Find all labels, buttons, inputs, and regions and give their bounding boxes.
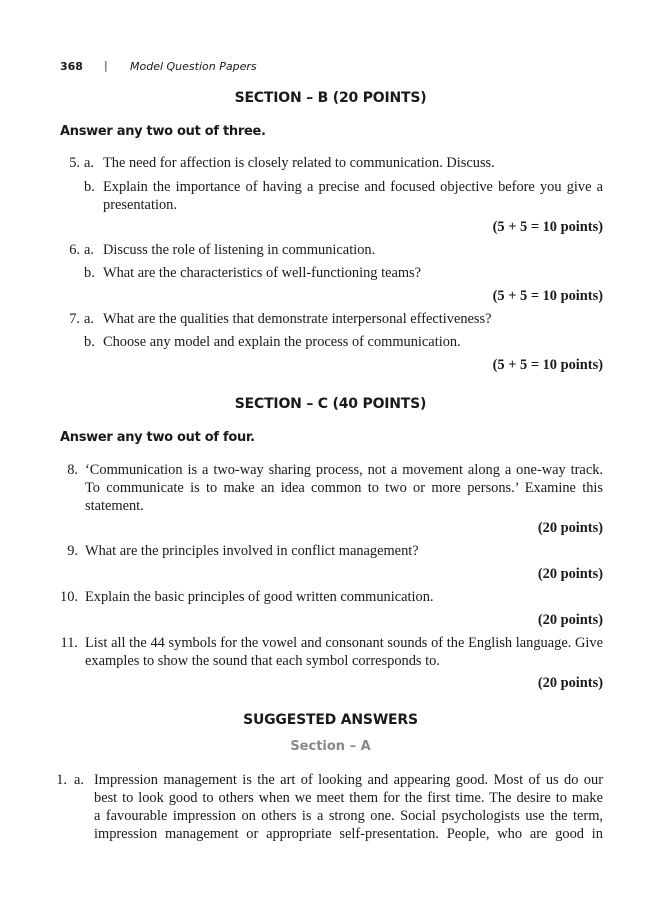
q8-points: (20 points) xyxy=(537,520,603,536)
q5b-text-line1: Explain the importance of having a precise and focused objective before you give a xyxy=(103,179,603,195)
q6b-text: What are the characteristics of well-functioning teams? xyxy=(103,265,422,281)
q6a-label: a. xyxy=(84,242,94,258)
q5-points: (5 + 5 = 10 points) xyxy=(492,219,603,235)
q6b-label: b. xyxy=(84,265,95,281)
section-c-heading: SECTION – C (40 POINTS) xyxy=(234,396,427,412)
q5b-text-line2: presentation. xyxy=(103,197,177,213)
answer-1a-line1: Impression management is the art of looking and appearing good. Most of us do our xyxy=(94,772,603,788)
section-b-heading: SECTION – B (20 POINTS) xyxy=(234,90,427,106)
section-b-instruction: Answer any two out of three. xyxy=(60,124,266,139)
answers-subheading: Section – A xyxy=(290,739,371,754)
q7b-label: b. xyxy=(84,334,95,350)
section-c-instruction: Answer any two out of four. xyxy=(60,430,255,445)
q7b-text: Choose any model and explain the process of communication. xyxy=(103,334,461,350)
running-header xyxy=(60,59,257,73)
page-number: 368 xyxy=(60,60,83,73)
header-separator: | xyxy=(104,59,108,72)
q8-number: 8. xyxy=(67,462,78,478)
q10-text: Explain the basic principles of good written communication. xyxy=(85,589,434,605)
q9-text: What are the principles involved in conflict management? xyxy=(85,543,419,559)
q11-number: 11. xyxy=(60,635,78,651)
q7-points: (5 + 5 = 10 points) xyxy=(492,357,603,373)
q6-number: 6. xyxy=(69,242,80,258)
q8-text-line1: ‘Communication is a two-way sharing process, not a movement along a one-way track. xyxy=(85,462,603,478)
book-title: Model Question Papers xyxy=(130,60,257,73)
q5a-label: a. xyxy=(84,155,94,171)
answer-1a-line3: a favourable impression on others is a strong one. Social psychologists use the term, xyxy=(94,808,603,824)
q5-number: 5. xyxy=(69,155,80,171)
answer-1a-line2: best to look good to others when we meet them for the first time. The desire to make xyxy=(94,790,603,806)
q5b-label: b. xyxy=(84,179,95,195)
answer-1a-label: a. xyxy=(74,772,84,788)
q6-points: (5 + 5 = 10 points) xyxy=(492,288,603,304)
answers-heading: SUGGESTED ANSWERS xyxy=(243,712,418,728)
q9-points: (20 points) xyxy=(537,566,603,582)
q7-number: 7. xyxy=(69,311,80,327)
q8-text-line3: statement. xyxy=(85,498,144,514)
q11-text-line1: List all the 44 symbols for the vowel and consonant sounds of the English language. Give xyxy=(85,635,603,651)
answer-1a-line4: impression management or appropriate self-presentation. People, who are good in xyxy=(94,826,603,842)
q8-text-line2: To communicate is to make an idea common to two or more persons.’ Examine this xyxy=(85,480,603,496)
q10-number: 10. xyxy=(60,589,78,605)
q11-text-line2: examples to show the sound that each symbol corresponds to. xyxy=(85,653,440,669)
q10-points: (20 points) xyxy=(537,612,603,628)
q7a-text: What are the qualities that demonstrate interpersonal effectiveness? xyxy=(103,311,492,327)
q5a-text: The need for affection is closely related to communication. Discuss. xyxy=(103,155,495,171)
answer-1-number: 1. xyxy=(56,772,67,788)
q9-number: 9. xyxy=(67,543,78,559)
q7a-label: a. xyxy=(84,311,94,327)
q11-points: (20 points) xyxy=(537,675,603,691)
q6a-text: Discuss the role of listening in communication. xyxy=(103,242,376,258)
